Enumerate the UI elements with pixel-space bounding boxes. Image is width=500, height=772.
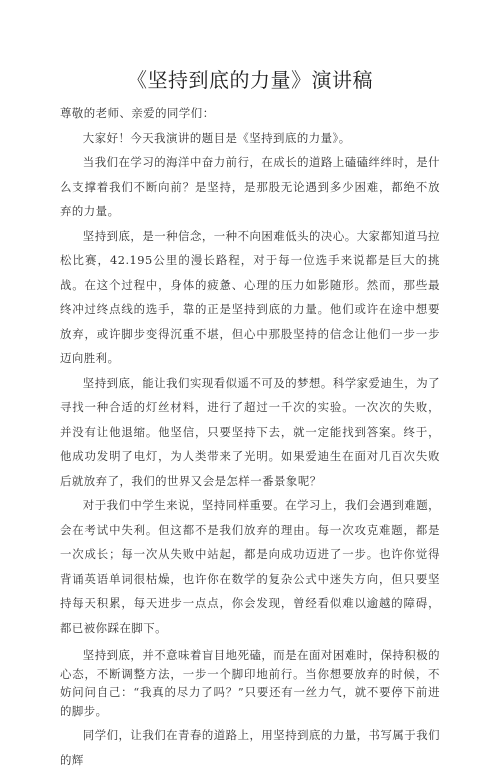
speech-body <box>60 101 440 772</box>
intro-paragraph: 当我们在学习的海洋中奋力前行，在成长的道路上磕磕绊绊时，是什么支撑着我们不断向前？是坚持，是那股无论遇到多少困难，都绝不放弃的力量。 <box>60 155 440 218</box>
edison-paragraph: 坚持到底，能让我们实现看似遥不可及的梦想。科学家爱迪生，为了寻找一种合适的灯丝材料，进行了超过一千次的实验。一次次的失败，并没有让他退缩。他坚信，只要坚持下去，就一定能找到答案。终于，他成功发明了电灯，为人类带来了光明。如果爱迪生在面对几百次失败后就放弃了，我们的世界又会是怎样一番景象呢？ <box>60 375 440 488</box>
marathon-paragraph: 坚持到底，是一种信念，一种不向困难低头的决心。大家都知道马拉松比赛，42.195公里的漫长路程，对于每一位选手来说都是巨大的挑战。在这个过程中，身体的疲惫、心理的压力如影随形。然而，那些最终冲过终点线的选手，靠的正是坚持到底的力量。他们或许在途中想要放弃，或许脚步变得沉重不堪，但心中那股坚持的信念让他们一步一步迈向胜利。 <box>60 228 440 365</box>
method-paragraph: 坚持到底，并不意味着盲目地死磕，而是在面对困难时，保持积极的心态，不断调整方法，一步一个脚印地前行。当你想要放弃的时候，不妨问问自己：“我真的尽力了吗？”只要还有一丝力气，就不要停下前进的脚步。 <box>60 648 440 718</box>
closing-paragraph: 同学们，让我们在青春的道路上，用坚持到底的力量，书写属于我们的辉 <box>60 728 440 767</box>
salutation: 尊敬的老师、亲爱的同学们： <box>60 106 215 120</box>
students-paragraph: 对于我们中学生来说，坚持同样重要。在学习上，我们会遇到难题，会在考试中失利。但这都不是我们放弃的理由。每一次攻克难题，都是一次成长；每一次从失败中站起，都是向成功迈进了一步。也许你觉得背诵英语单词很枯燥，也许你在数学的复杂公式中迷失方向，但只要坚持每天积累，每天进步一点点，你会发现，曾经看似难以逾越的障碍，都已被你踩在脚下。 <box>60 498 440 635</box>
page-title: 《坚持到底的力量》演讲稿 <box>127 68 373 92</box>
greeting-paragraph: 大家好！今天我演讲的题目是《坚持到底的力量》。 <box>82 130 351 145</box>
